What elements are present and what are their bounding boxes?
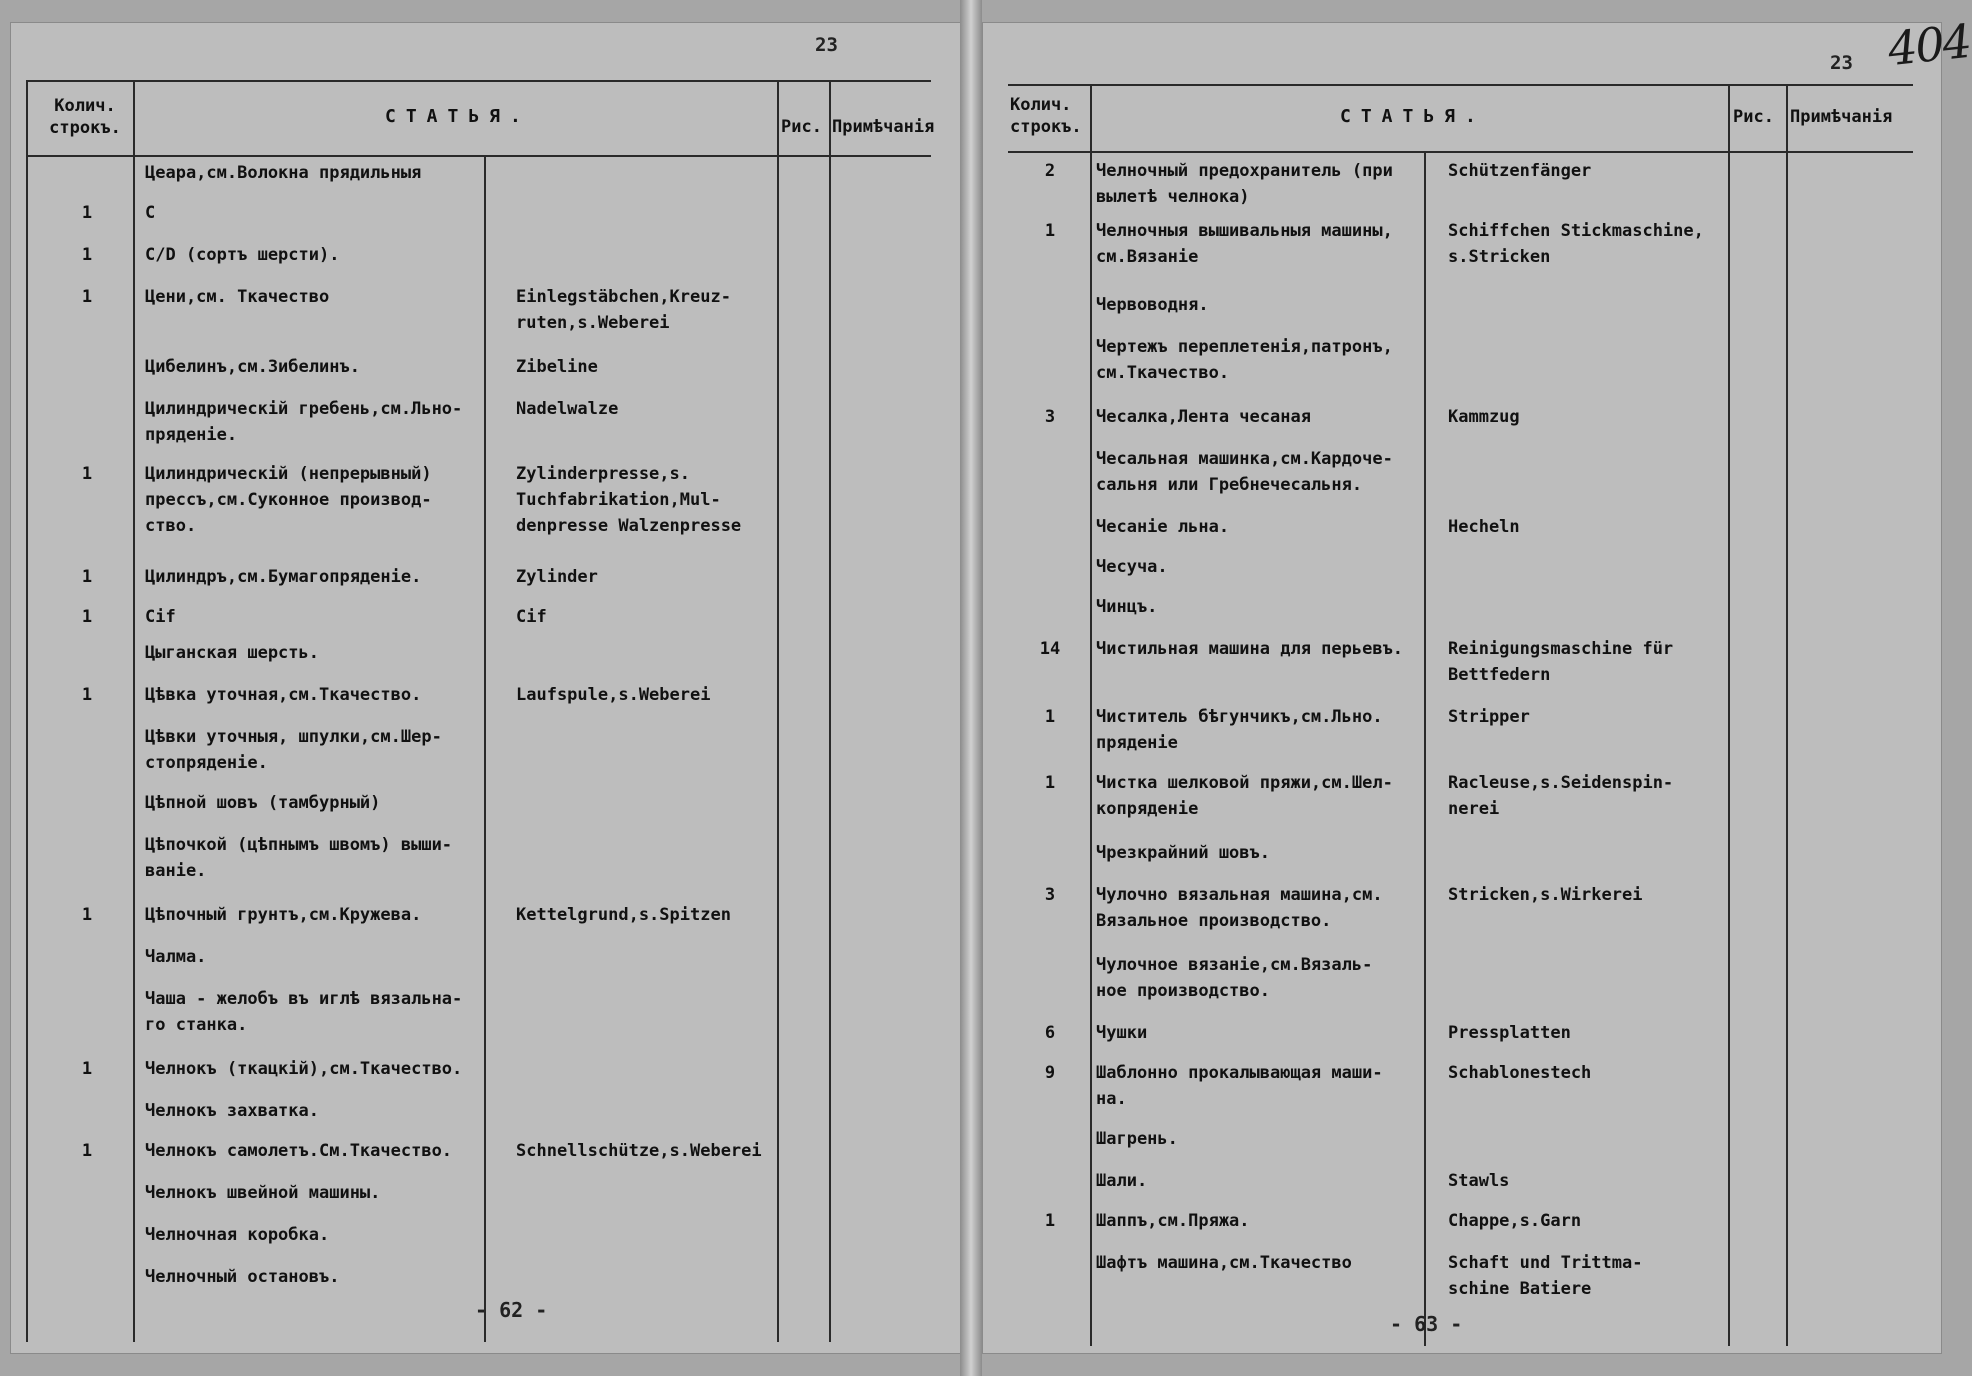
right-row-count: 2 (1044, 161, 1056, 181)
right-header-article: СТАТЬЯ. (1340, 106, 1486, 127)
left-row-count: 1 (81, 1141, 93, 1161)
left-row-term-ru: Челнокъ захватка. (145, 1101, 319, 1121)
left-header-bottom-rule (26, 155, 931, 157)
left-row-term-de: Laufspule,s.Weberei (516, 685, 711, 705)
left-row-term-ru: Цѣпочкой (цѣпнымъ швомъ) выши- ваніе. (145, 835, 453, 881)
left-row-count: 1 (81, 607, 93, 627)
right-row-term-de: Hecheln (1448, 517, 1520, 537)
left-row-count: 1 (81, 567, 93, 587)
right-figure-col-rule (1728, 84, 1730, 1346)
left-header-count: Колич. строкъ. (49, 96, 121, 138)
right-row-term-ru: Чулочное вязаніе,см.Вязаль- ное производство. (1096, 955, 1373, 1001)
right-header-count: Колич. строкъ. (1010, 95, 1082, 137)
book-gutter (960, 0, 982, 1376)
left-row-count: 1 (81, 685, 93, 705)
left-row-term-ru: Челнокъ (ткацкій),см.Ткачество. (145, 1059, 463, 1079)
right-page-number-top: 23 (1830, 52, 1853, 74)
right-row-term-ru: Червоводня. (1096, 295, 1209, 315)
right-row-term-de: Schablonestech (1448, 1063, 1592, 1083)
right-row-term-de: Schiffchen Stickmaschine, s.Stricken (1448, 221, 1704, 267)
right-row-term-de: Chappe,s.Garn (1448, 1211, 1582, 1231)
right-notes-col-rule (1786, 84, 1788, 1346)
right-row-term-de: Stripper (1448, 707, 1530, 727)
left-row-term-ru: Цилиндрическій гребень,см.Льно- пряденіе. (145, 399, 463, 445)
left-row-count: 1 (81, 464, 93, 484)
right-row-term-ru: Челночный предохранитель (при вылетѣ челнока) (1096, 161, 1393, 207)
left-row-term-de: Zibeline (516, 357, 598, 377)
left-row-term-de: Nadelwalze (516, 399, 619, 419)
right-row-count: 14 (1039, 639, 1061, 659)
left-row-term-ru: Цѣвки уточныя, шпулки,см.Шер- стопряденіе. (145, 727, 442, 773)
left-row-count: 1 (81, 905, 93, 925)
left-row-count: 1 (81, 1059, 93, 1079)
right-row-term-ru: Чистка шелковой пряжи,см.Шел- копряденіе (1096, 773, 1393, 819)
right-article-split-rule (1424, 151, 1426, 1346)
left-header-notes: Примѣчанія (832, 117, 935, 137)
right-row-count: 3 (1044, 407, 1056, 427)
left-row-term-de: Kettelgrund,s.Spitzen (516, 905, 731, 925)
left-border-rule (26, 80, 28, 1342)
left-row-term-de: Cif (516, 607, 547, 627)
left-row-term-ru: Цѣвка уточная,см.Ткачество. (145, 685, 422, 705)
left-row-term-ru: Цилиндрическій (непрерывный) прессъ,см.Суконное производ- ство. (145, 464, 432, 536)
right-row-term-ru: Чесальная машинка,см.Кардоче- сальня или Гребнечесальня. (1096, 449, 1393, 495)
right-header-notes: Примѣчанія (1790, 107, 1893, 127)
right-row-count: 6 (1044, 1023, 1056, 1043)
right-header-figure: Рис. (1733, 107, 1774, 127)
right-row-term-ru: Шагрень. (1096, 1129, 1178, 1149)
handwritten-folio-number: 404 (1885, 13, 1972, 77)
right-row-term-ru: Чушки (1096, 1023, 1148, 1043)
right-row-term-de: Kammzug (1448, 407, 1520, 427)
right-row-count: 1 (1044, 1211, 1056, 1231)
left-row-count: 1 (81, 245, 93, 265)
left-header-figure: Рис. (781, 117, 822, 137)
right-header-top-rule (1008, 84, 1913, 86)
left-row-term-de: Schnellschütze,s.Weberei (516, 1141, 762, 1161)
left-row-term-ru: С/D (сортъ шерсти). (145, 245, 340, 265)
left-row-term-de: Zylinderpresse,s. Tuchfabrikation,Mul- denpresse Walzenpresse (516, 464, 742, 536)
right-row-term-de: Schaft und Trittma- schine Batiere (1448, 1253, 1643, 1299)
left-row-term-ru: Челночная коробка. (145, 1225, 330, 1245)
right-row-term-ru: Шаблонно прокалывающая маши- на. (1096, 1063, 1383, 1109)
right-row-term-ru: Шафтъ машина,см.Ткачество (1096, 1253, 1352, 1273)
left-notes-col-rule (829, 80, 831, 1342)
left-row-term-ru: Цени,см. Ткачество (145, 287, 330, 307)
left-row-term-ru: Челночный остановъ. (145, 1267, 340, 1287)
right-row-term-ru: Чрезкрайний шовъ. (1096, 843, 1270, 863)
left-row-term-ru: Cif (145, 607, 176, 627)
right-row-term-ru: Челночныя вышивальныя машины, см.Вязаніе (1096, 221, 1393, 267)
left-row-term-ru: Челнокъ самолетъ.См.Ткачество. (145, 1141, 453, 1161)
right-page-number-bottom: - 63 - (1390, 1312, 1463, 1336)
right-row-count: 1 (1044, 707, 1056, 727)
left-row-term-ru: Цибелинъ,см.Зибелинъ. (145, 357, 360, 377)
right-row-term-ru: Чертежъ переплетенія,патронъ, см.Ткачество. (1096, 337, 1393, 383)
left-row-term-ru: Цѣпной шовъ (тамбурный) (145, 793, 381, 813)
right-row-term-ru: Чесалка,Лента чесаная (1096, 407, 1311, 427)
right-row-term-de: Pressplatten (1448, 1023, 1571, 1043)
right-row-term-ru: Чиститель бѣгунчикъ,см.Льно. пряденіе (1096, 707, 1383, 753)
left-row-term-ru: Цилиндръ,см.Бумагопряденіе. (145, 567, 422, 587)
left-header-top-rule (26, 80, 931, 82)
right-row-count: 9 (1044, 1063, 1056, 1083)
left-row-term-ru: С (145, 203, 156, 223)
right-header-bottom-rule (1008, 151, 1913, 153)
right-row-count: 3 (1044, 885, 1056, 905)
right-row-term-de: Stawls (1448, 1171, 1510, 1191)
right-row-term-de: Stricken,s.Wirkerei (1448, 885, 1643, 905)
right-row-term-ru: Чулочно вязальная машина,см. Вязальное производство. (1096, 885, 1383, 931)
left-row-term-ru: Цеара,см.Волокна прядильныя (145, 163, 422, 183)
right-row-term-ru: Чинцъ. (1096, 597, 1158, 617)
right-row-term-de: Reinigungsmaschine für Bettfedern (1448, 639, 1674, 685)
right-row-term-de: Schützenfänger (1448, 161, 1592, 181)
right-row-term-ru: Чистильная машина для перьевъ. (1096, 639, 1404, 659)
right-row-term-de: Racleuse,s.Seidenspin- nerei (1448, 773, 1674, 819)
left-header-article: СТАТЬЯ. (385, 106, 531, 127)
left-article-split-rule (484, 155, 486, 1342)
left-row-term-ru: Челнокъ швейной машины. (145, 1183, 381, 1203)
left-row-term-de: Zylinder (516, 567, 598, 587)
left-page-number-top: 23 (815, 34, 838, 56)
left-row-term-de: Einlegstäbchen,Kreuz- ruten,s.Weberei (516, 287, 731, 333)
right-row-count: 1 (1044, 221, 1056, 241)
left-row-term-ru: Чаша - желобъ въ иглѣ вязальна- го станка. (145, 989, 463, 1035)
right-count-col-rule (1090, 84, 1092, 1346)
left-row-count: 1 (81, 203, 93, 223)
right-row-count: 1 (1044, 773, 1056, 793)
right-row-term-ru: Чесуча. (1096, 557, 1168, 577)
left-row-term-ru: Цыганская шерсть. (145, 643, 319, 663)
right-row-term-ru: Чесаніе льна. (1096, 517, 1230, 537)
right-row-term-ru: Шали. (1096, 1171, 1148, 1191)
left-count-col-rule (133, 80, 135, 1342)
right-row-term-ru: Шаппъ,см.Пряжа. (1096, 1211, 1250, 1231)
left-row-count: 1 (81, 287, 93, 307)
left-row-term-ru: Цѣпочный грунтъ,см.Кружева. (145, 905, 422, 925)
left-page-number-bottom: - 62 - (475, 1298, 548, 1322)
left-row-term-ru: Чалма. (145, 947, 207, 967)
